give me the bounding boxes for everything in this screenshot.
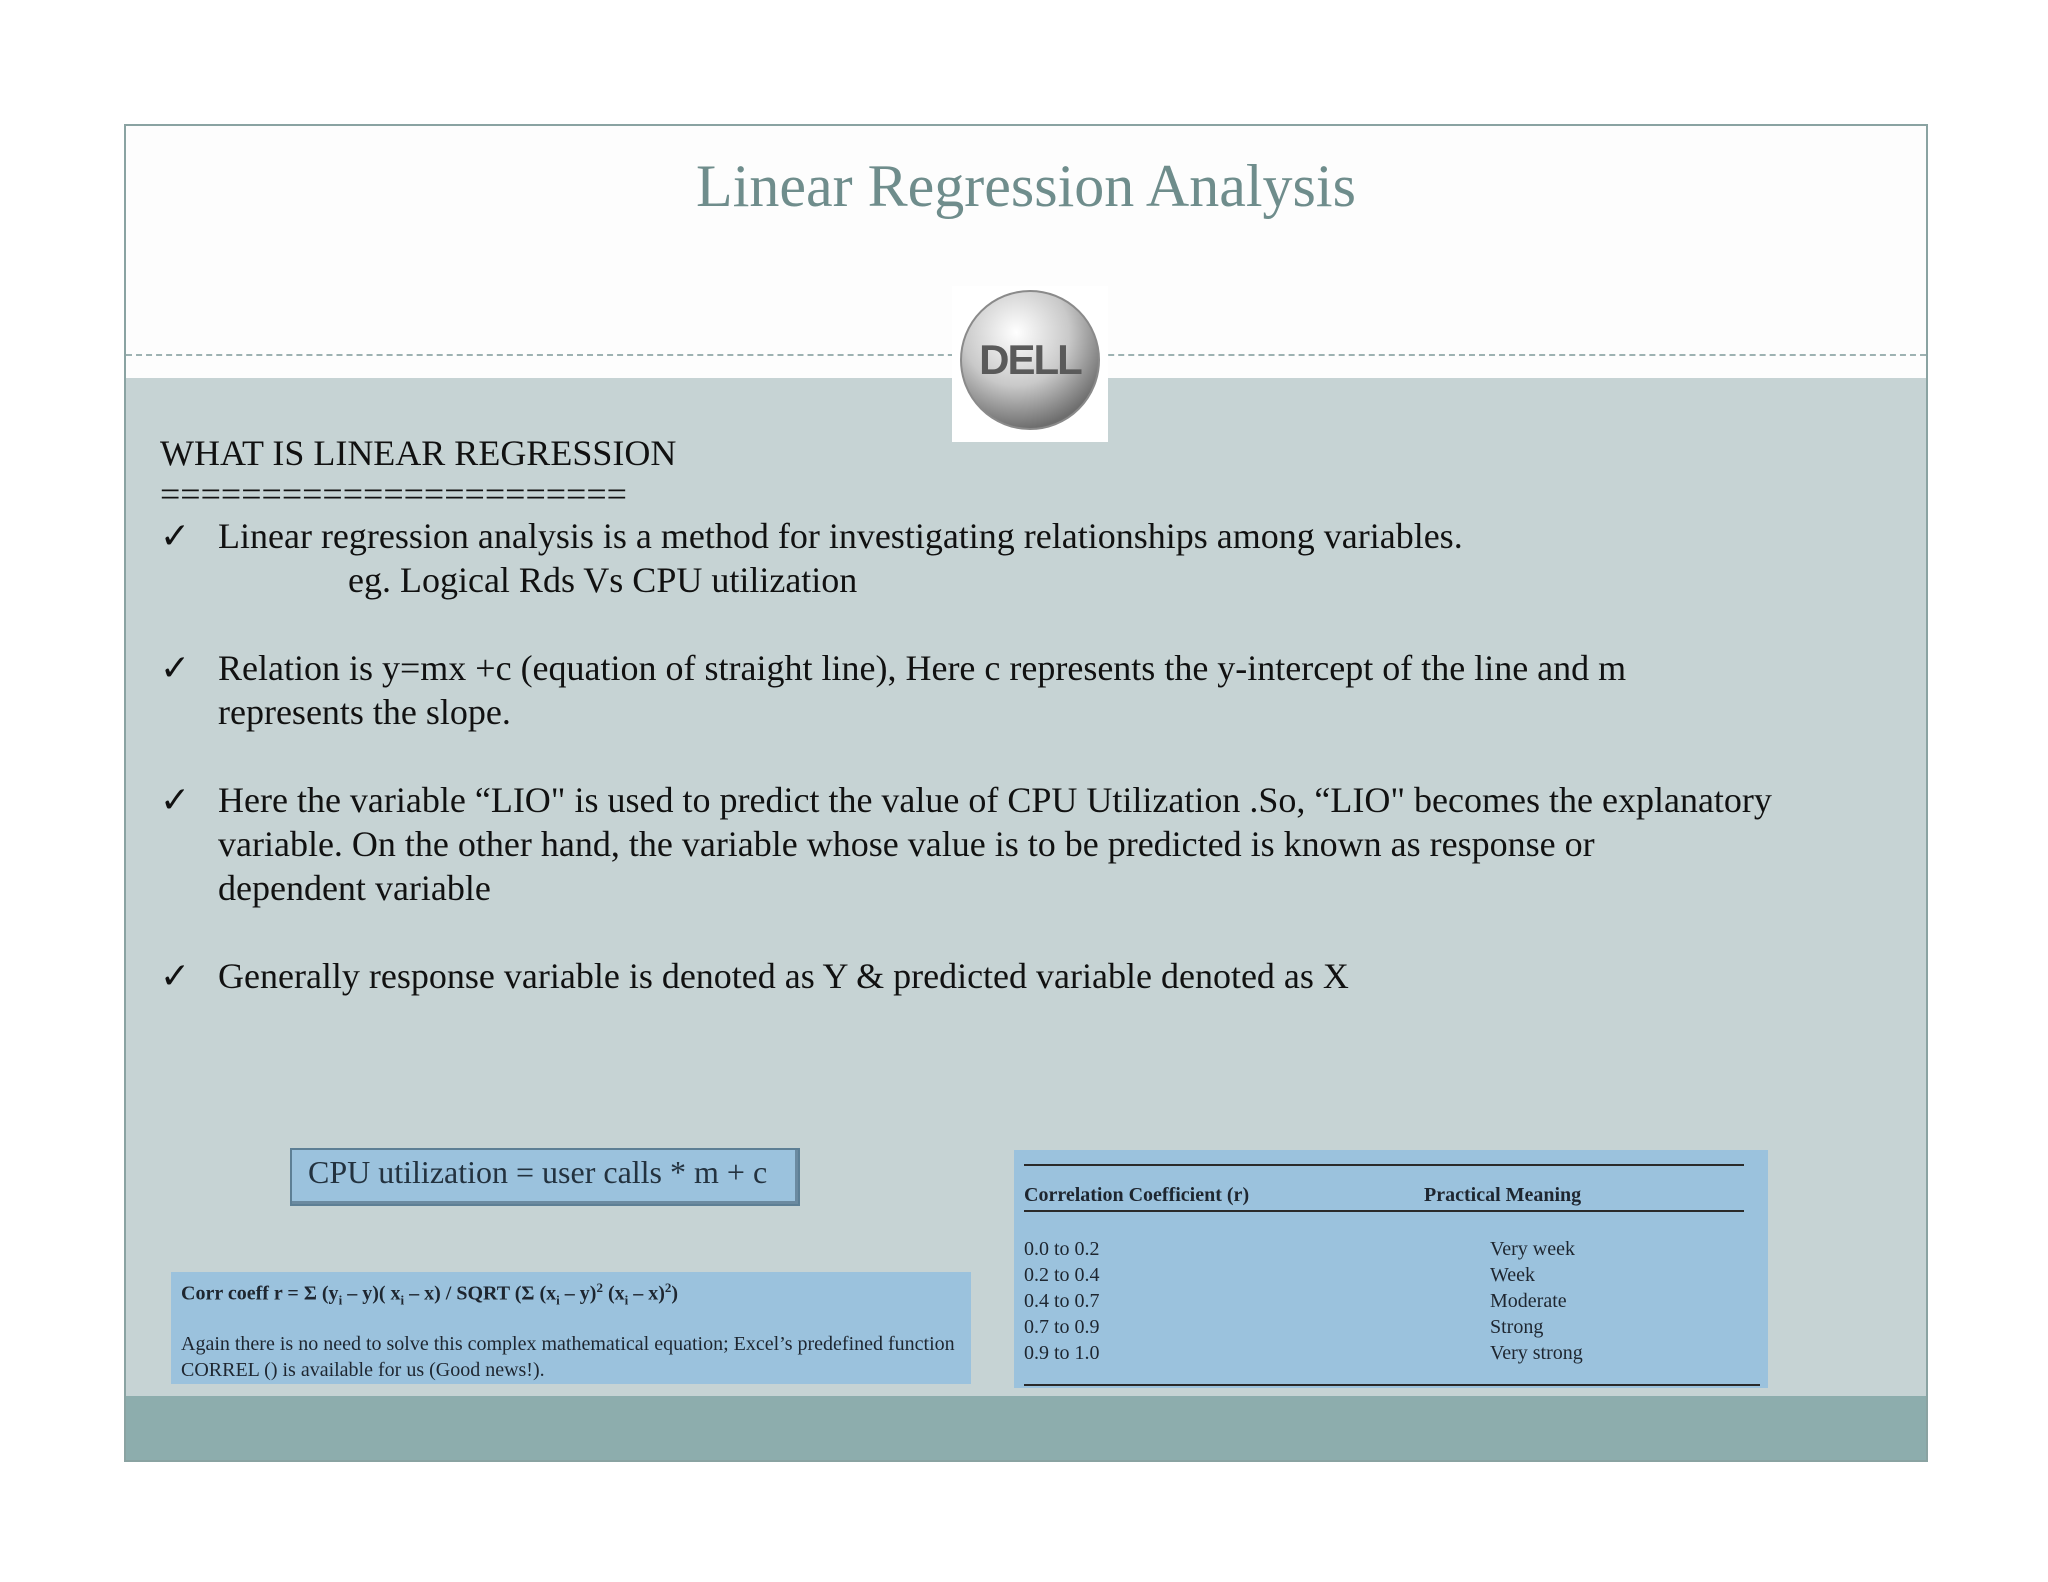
table-header-meaning: Practical Meaning	[1424, 1184, 1582, 1206]
checkmark-icon: ✓	[160, 956, 191, 996]
table-column-meaning	[1490, 1236, 1583, 1366]
correlation-formula-box	[171, 1272, 971, 1384]
correlation-note: Again there is no need to solve this complex mathematical equation; Excel’s predefined function CORREL () is available for us (Good news!).	[181, 1332, 955, 1381]
bullet-1	[160, 514, 1920, 558]
checkmark-icon: ✓	[160, 648, 191, 688]
correlation-formula: Corr coeff r = Σ $(y_i - y)$( $x_i - x$) / SQRT (Σ $(x_i - y)^2$ $(x_i - x)^2$)	[181, 1280, 679, 1308]
dell-logo	[952, 286, 1108, 442]
slide-footer-band	[126, 1396, 1926, 1460]
table-cell: Very week	[1490, 1238, 1575, 1260]
bullet-text: represents the slope.	[218, 692, 511, 732]
table-cell: Moderate	[1490, 1290, 1567, 1312]
table-cell: Strong	[1490, 1316, 1544, 1338]
bullet-text: Linear regression analysis is a method for investigating relationships among variables.	[218, 516, 1463, 556]
content	[160, 432, 1920, 998]
section-heading: WHAT IS LINEAR REGRESSION	[160, 433, 677, 473]
table-cell: 0.4 to 0.7	[1024, 1290, 1100, 1312]
table-cell: 0.7 to 0.9	[1024, 1316, 1100, 1338]
checkmark-icon: ✓	[160, 780, 191, 820]
heading-underline: =======================	[160, 474, 627, 514]
table-cell: Very strong	[1490, 1342, 1583, 1364]
slide-title: Linear Regression Analysis	[696, 153, 1356, 219]
table-column-range	[1024, 1236, 1100, 1366]
table-cell: 0.9 to 1.0	[1024, 1342, 1100, 1364]
equation-box: CPU utilization = user calls * m + c	[290, 1148, 800, 1206]
bullet-3	[160, 778, 1920, 910]
checkmark-icon: ✓	[160, 516, 191, 556]
table-cell: Week	[1490, 1264, 1536, 1286]
dell-logo-icon	[952, 286, 1108, 442]
table-cell: 0.2 to 0.4	[1024, 1264, 1100, 1286]
svg-text:DELL: DELL	[979, 336, 1081, 383]
table-header-coefficient: Correlation Coefficient (r)	[1024, 1184, 1250, 1206]
bullet-text: dependent variable	[218, 868, 491, 908]
slide	[124, 124, 1928, 1462]
bullet-text: Here the variable “LIO" is used to predict the value of CPU Utilization .So, “LIO" becomes the explanatory	[218, 780, 1772, 820]
bullet-text: variable. On the other hand, the variable whose value is to be predicted is known as response or	[218, 824, 1595, 864]
bullet-2	[160, 646, 1920, 734]
correlation-table	[1014, 1150, 1768, 1388]
bullet-4	[160, 954, 1920, 998]
bullet-text: Generally response variable is denoted as Y & predicted variable denoted as X	[218, 956, 1349, 996]
table-cell: 0.0 to 0.2	[1024, 1238, 1100, 1260]
bullet-example: eg. Logical Rds Vs CPU utilization	[348, 560, 858, 600]
bullet-text: Relation is y=mx +c (equation of straight line), Here c represents the y-intercept of the line and m	[218, 648, 1627, 688]
